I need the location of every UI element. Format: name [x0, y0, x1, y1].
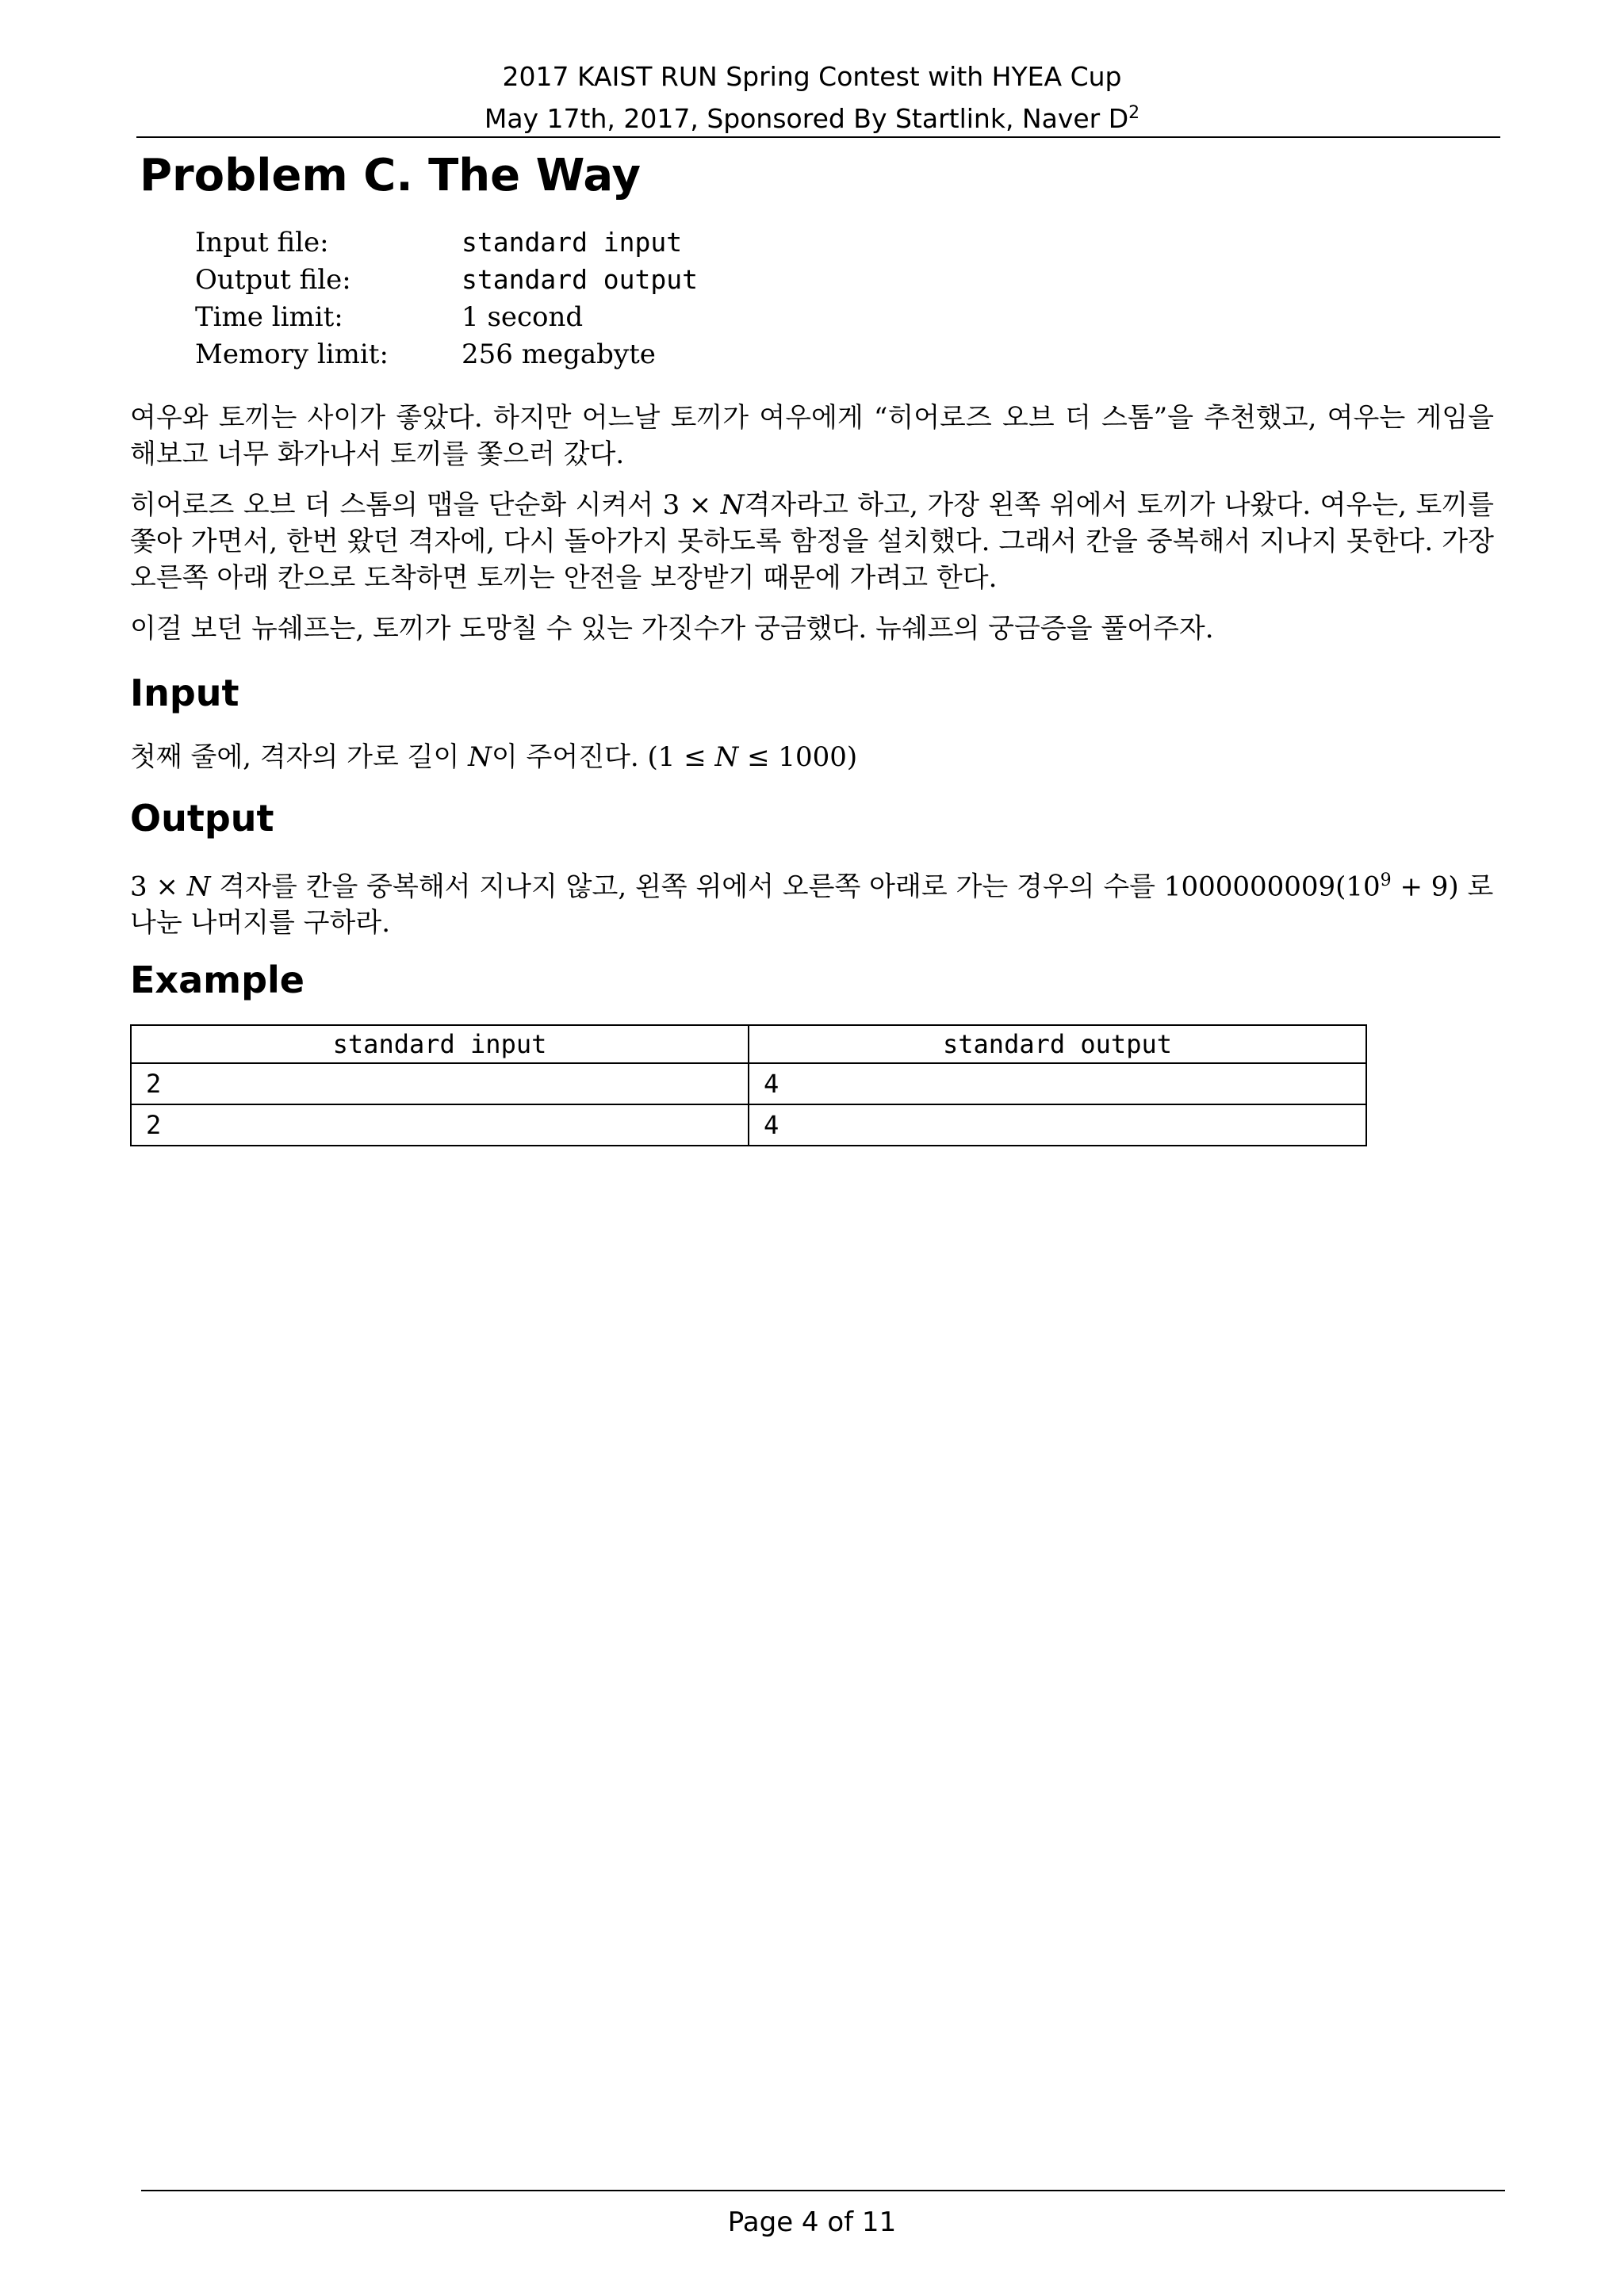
- problem-title: Problem C. The Way: [140, 150, 641, 201]
- header-date-text: May 17th, 2017, Sponsored By Startlink, Naver D: [484, 103, 1129, 134]
- limits-table: [195, 224, 698, 373]
- table-row: [131, 1104, 1366, 1146]
- limit-value: standard output: [462, 264, 699, 295]
- limit-value: 1 second: [462, 300, 584, 333]
- output-heading: Output: [130, 797, 274, 840]
- table-row: [131, 1063, 1366, 1104]
- output-text: 격자를 칸을 중복해서 지나지 않고, 왼쪽 위에서 오른쪽 아래로 가는 경우의 수를 1000000009(10: [210, 871, 1381, 903]
- example-header-row: [131, 1025, 1366, 1063]
- math-variable: N: [468, 741, 492, 773]
- statement-paragraph: 여우와 토끼는 사이가 좋았다. 하지만 어느날 토끼가 여우에게 “히어로즈 오브 더 스톰”을 추천했고, 여우는 게임을 해보고 너무 화가나서 토끼를 쫓으러 갔다.: [130, 402, 1494, 470]
- header-rule: [136, 136, 1500, 138]
- input-description: [130, 739, 1494, 775]
- output-description: [130, 863, 1494, 941]
- example-table: [130, 1024, 1367, 1146]
- input-text: ≤ 1000): [738, 741, 858, 773]
- input-text: 첫째 줄에, 격자의 가로 길이: [130, 741, 469, 773]
- math-variable: N: [186, 871, 211, 903]
- limits-row: [195, 261, 698, 298]
- example-input-cell: 2: [131, 1104, 749, 1146]
- limit-label: Time limit:: [195, 300, 343, 333]
- output-text: + 9) 로 나눈 나머지를 구하라.: [130, 871, 1494, 939]
- problem-statement: [130, 400, 1494, 661]
- statement-text: 격자라고 하고, 가장 왼쪽 위에서 토끼가 나왔다. 여우는, 토끼를 쫓아 가면서, 한번 왔던 격자에, 다시 돌아가지 못하도록 함정을 설치했다. 그래서 칸을 중복해서 지나지 못한다. 가장 오른쪽 아래 칸으로 도착하면 토끼는 안전을 보장받기 때문에 가려고 한다.: [130, 489, 1494, 594]
- statement-paragraph: [130, 487, 1494, 596]
- output-superscript: 9: [1380, 871, 1392, 890]
- example-column-header: standard output: [749, 1025, 1366, 1063]
- math-variable: N: [720, 489, 745, 521]
- page-header: [0, 59, 1624, 137]
- example-output-cell: 4: [749, 1104, 1366, 1146]
- limit-value: standard input: [462, 227, 683, 258]
- header-superscript: 2: [1128, 103, 1140, 123]
- limits-row: [195, 298, 698, 335]
- limits-row: [195, 335, 698, 373]
- page-number: Page 4 of 11: [727, 2206, 897, 2238]
- example-output-cell: 4: [749, 1063, 1366, 1104]
- output-text: 3 ×: [130, 871, 187, 903]
- header-date-line: [0, 95, 1624, 137]
- example-input-cell: 2: [131, 1063, 749, 1104]
- statement-text: 히어로즈 오브 더 스톰의 맵을 단순화 시켜서 3 ×: [130, 489, 721, 521]
- limit-label: Output file:: [195, 263, 351, 296]
- math-variable: N: [714, 741, 739, 773]
- limit-value: 256 megabyte: [462, 338, 656, 370]
- input-heading: Input: [130, 672, 239, 714]
- statement-paragraph: 이걸 보던 뉴쉐프는, 토끼가 도망칠 수 있는 가짓수가 궁금했다. 뉴쉐프의 궁금증을 풀어주자.: [130, 613, 1214, 645]
- limits-row: [195, 224, 698, 261]
- limit-label: Memory limit:: [195, 338, 389, 370]
- limit-label: Input file:: [195, 226, 329, 258]
- input-text: 이 주어진다. (1 ≤: [491, 741, 715, 773]
- footer-rule: [141, 2190, 1505, 2191]
- header-contest-line: 2017 KAIST RUN Spring Contest with HYEA Cup: [502, 61, 1122, 92]
- example-heading: Example: [130, 959, 304, 1001]
- example-column-header: standard input: [131, 1025, 749, 1063]
